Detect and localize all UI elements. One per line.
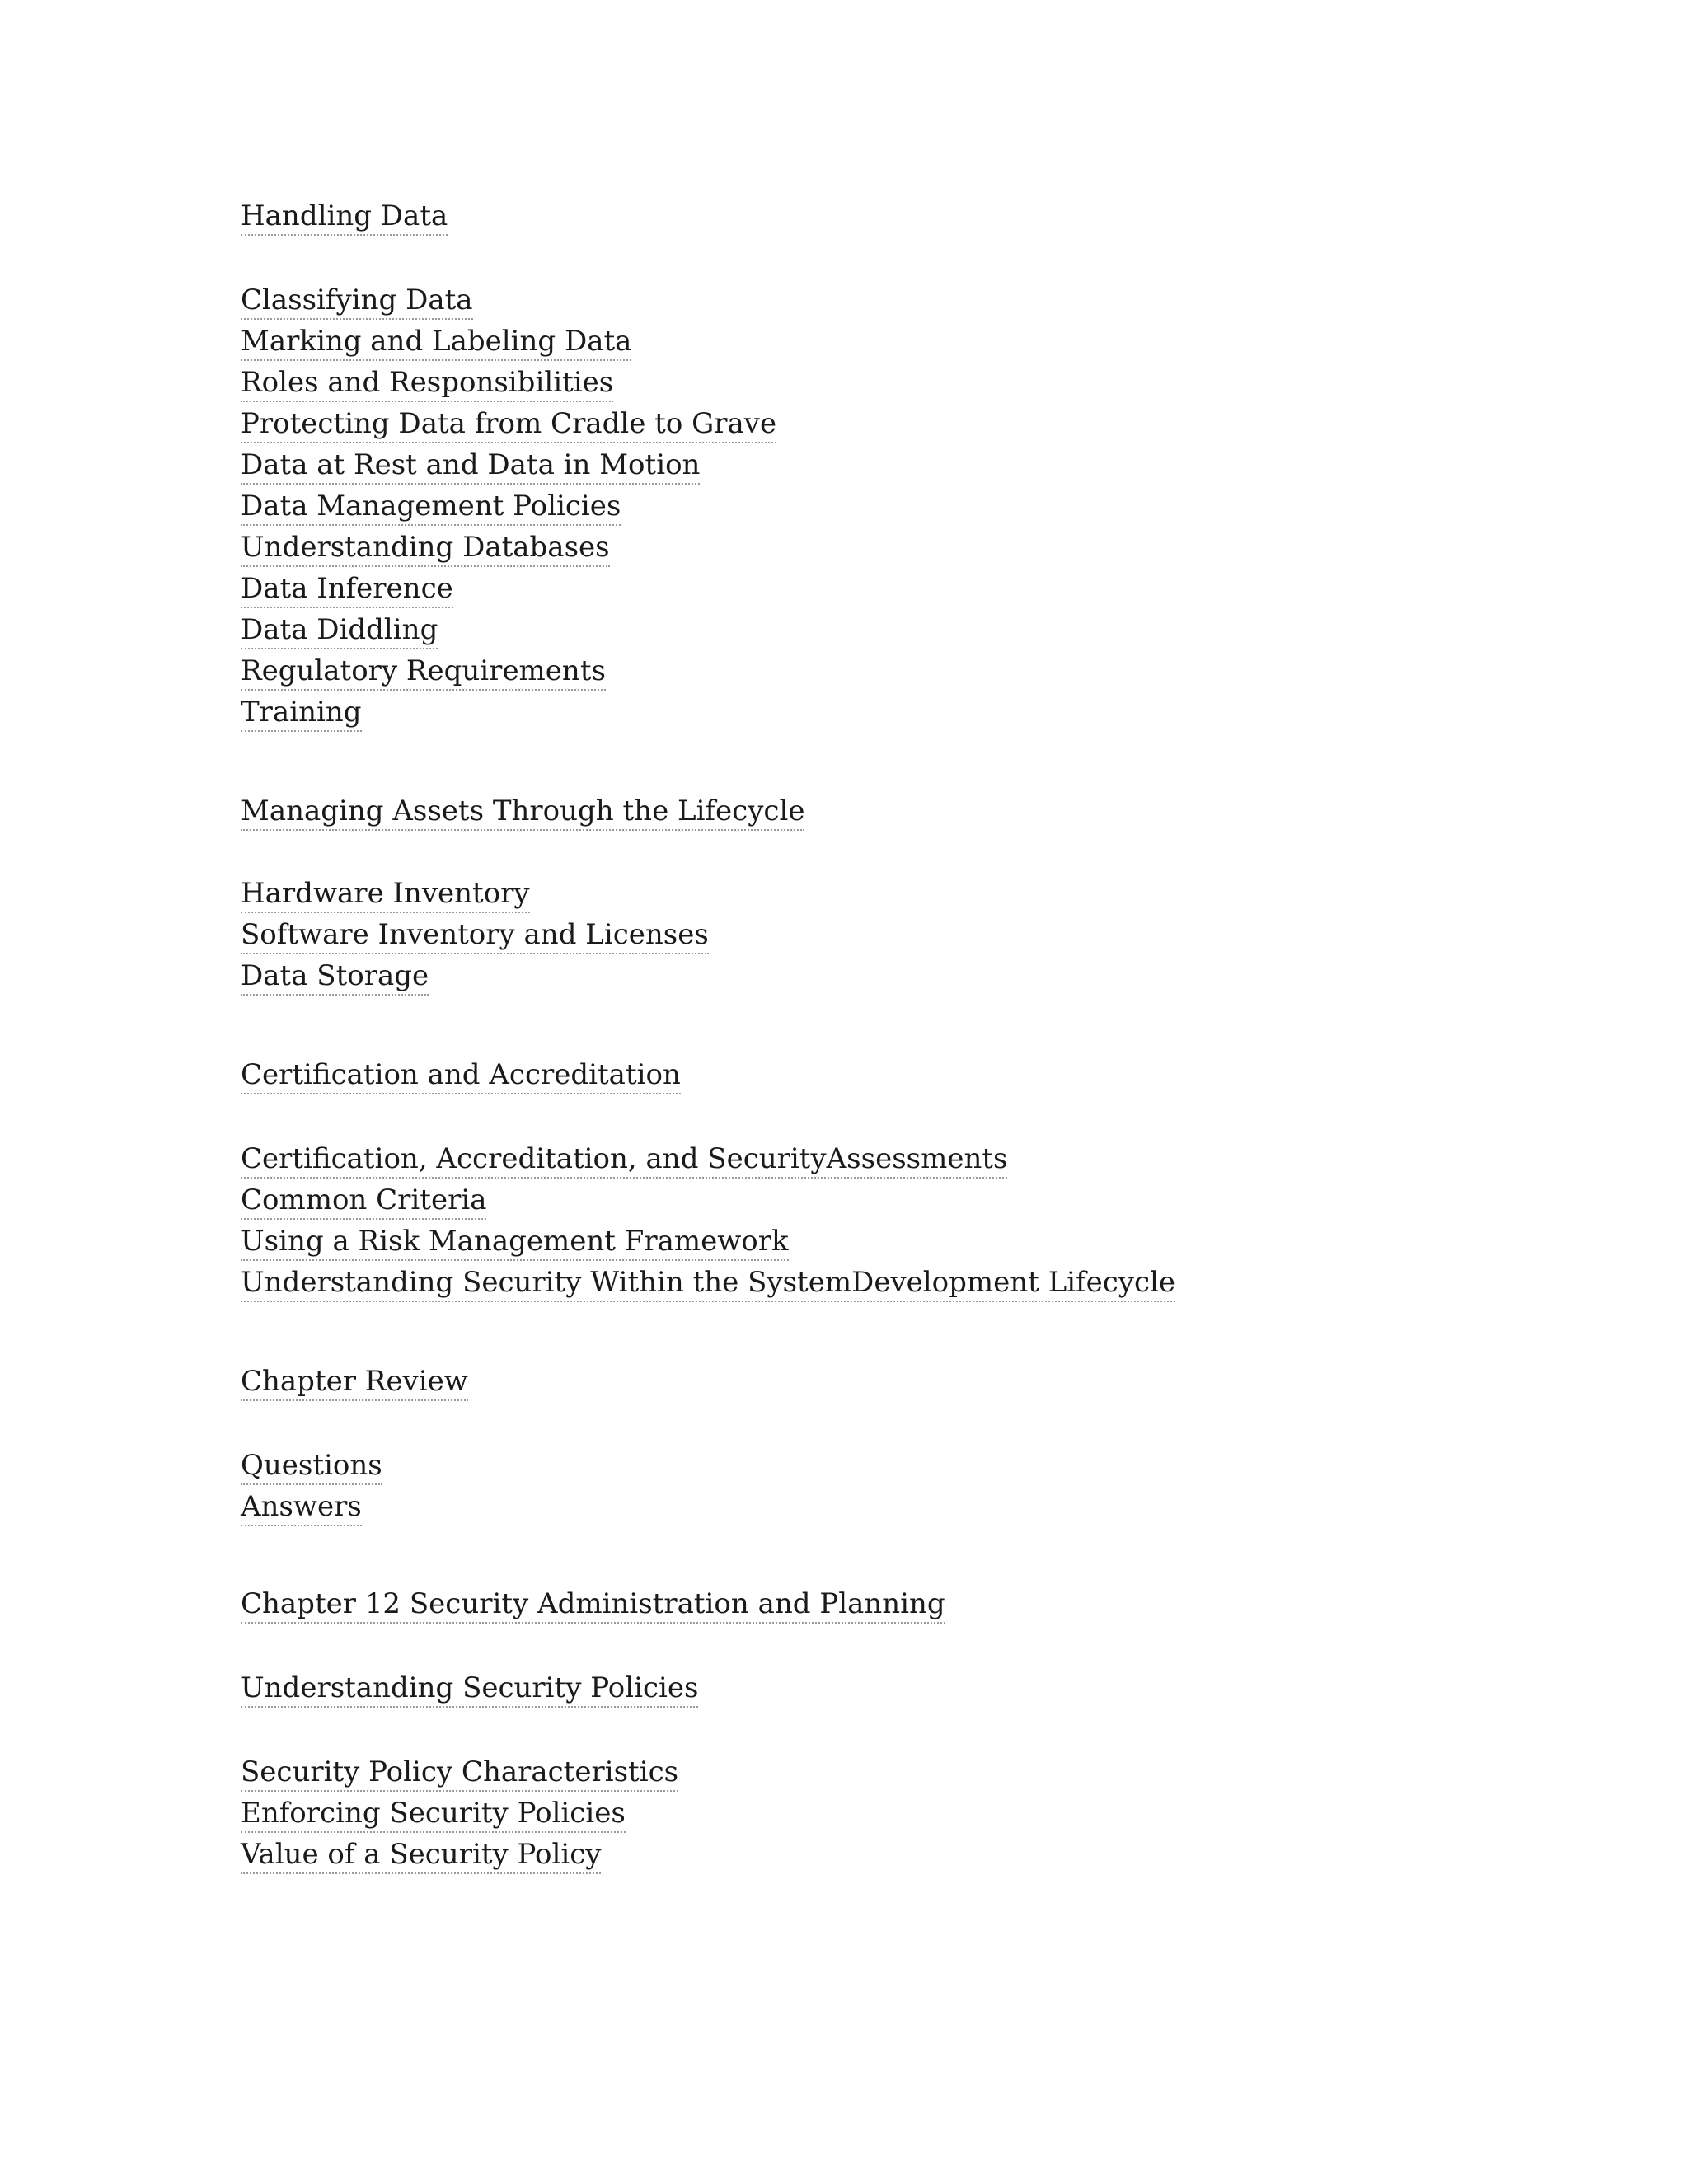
toc-link[interactable]: Chapter Review — [241, 1363, 468, 1401]
toc-link[interactable]: Data Management Policies — [241, 488, 621, 526]
toc-entry — [0, 653, 1236, 694]
toc-entry — [0, 1363, 1236, 1404]
toc-link[interactable]: Answers — [241, 1488, 362, 1526]
toc-link[interactable]: Understanding Databases — [241, 529, 610, 567]
toc-entry — [0, 488, 1236, 529]
toc-link[interactable]: Data at Rest and Data in Motion — [241, 447, 700, 485]
toc-entry — [0, 198, 1236, 239]
toc-link[interactable]: Using a Risk Management Framework — [241, 1223, 789, 1261]
toc-link[interactable]: Understanding Security Within the SystemDevelopment Lifecycle — [241, 1264, 1175, 1302]
toc-link[interactable]: Chapter 12 Security Administration and Planning — [241, 1586, 945, 1624]
toc-entry — [0, 1754, 1236, 1795]
toc-entry — [0, 1141, 1236, 1182]
toc-link[interactable]: Regulatory Requirements — [241, 653, 606, 691]
toc-link[interactable]: Value of a Security Policy — [241, 1836, 601, 1874]
toc-entry — [0, 1223, 1236, 1264]
toc-entry — [0, 694, 1236, 735]
toc-link[interactable]: Training — [241, 694, 362, 732]
toc-link[interactable]: Roles and Responsibilities — [241, 364, 613, 402]
toc-entry — [0, 1836, 1236, 1877]
toc-entry — [0, 282, 1236, 323]
toc-link[interactable]: Enforcing Security Policies — [241, 1795, 626, 1833]
toc-entry — [0, 1182, 1236, 1223]
toc-link[interactable]: Questions — [241, 1447, 382, 1485]
toc-link[interactable]: Protecting Data from Cradle to Grave — [241, 405, 776, 443]
toc-entry — [0, 570, 1236, 612]
toc-link[interactable]: Certification and Accreditation — [241, 1057, 681, 1094]
toc-link[interactable]: Data Storage — [241, 958, 429, 996]
toc-link[interactable]: Security Policy Characteristics — [241, 1754, 678, 1792]
toc-link[interactable]: Understanding Security Policies — [241, 1670, 698, 1708]
toc-entry — [0, 1670, 1236, 1711]
toc-link[interactable]: Software Inventory and Licenses — [241, 916, 709, 954]
toc-entry — [0, 1447, 1236, 1488]
toc-link[interactable]: Common Criteria — [241, 1182, 486, 1220]
toc-link[interactable]: Marking and Labeling Data — [241, 323, 631, 361]
toc-link[interactable]: Data Diddling — [241, 612, 438, 649]
toc-entry — [0, 793, 1236, 834]
toc-entry — [0, 958, 1236, 999]
toc-link[interactable]: Certification, Accreditation, and SecurityAssessments — [241, 1141, 1007, 1179]
toc-link[interactable]: Handling Data — [241, 198, 448, 236]
toc-link[interactable]: Classifying Data — [241, 282, 473, 320]
toc-entry — [0, 1586, 1236, 1627]
toc-entry — [0, 447, 1236, 488]
toc-entry — [0, 364, 1236, 405]
toc-entry — [0, 1488, 1236, 1530]
toc-entry — [0, 1057, 1236, 1098]
toc-entry — [0, 1264, 1236, 1305]
toc-entry — [0, 323, 1236, 364]
toc-link[interactable]: Hardware Inventory — [241, 875, 530, 913]
toc-entry — [0, 1795, 1236, 1836]
toc-entry — [0, 612, 1236, 653]
toc-entry — [0, 405, 1236, 447]
toc-entry — [0, 529, 1236, 570]
toc-entry — [0, 916, 1236, 958]
toc-entry — [0, 875, 1236, 916]
toc-link[interactable]: Managing Assets Through the Lifecycle — [241, 793, 804, 831]
toc-link[interactable]: Data Inference — [241, 570, 453, 608]
